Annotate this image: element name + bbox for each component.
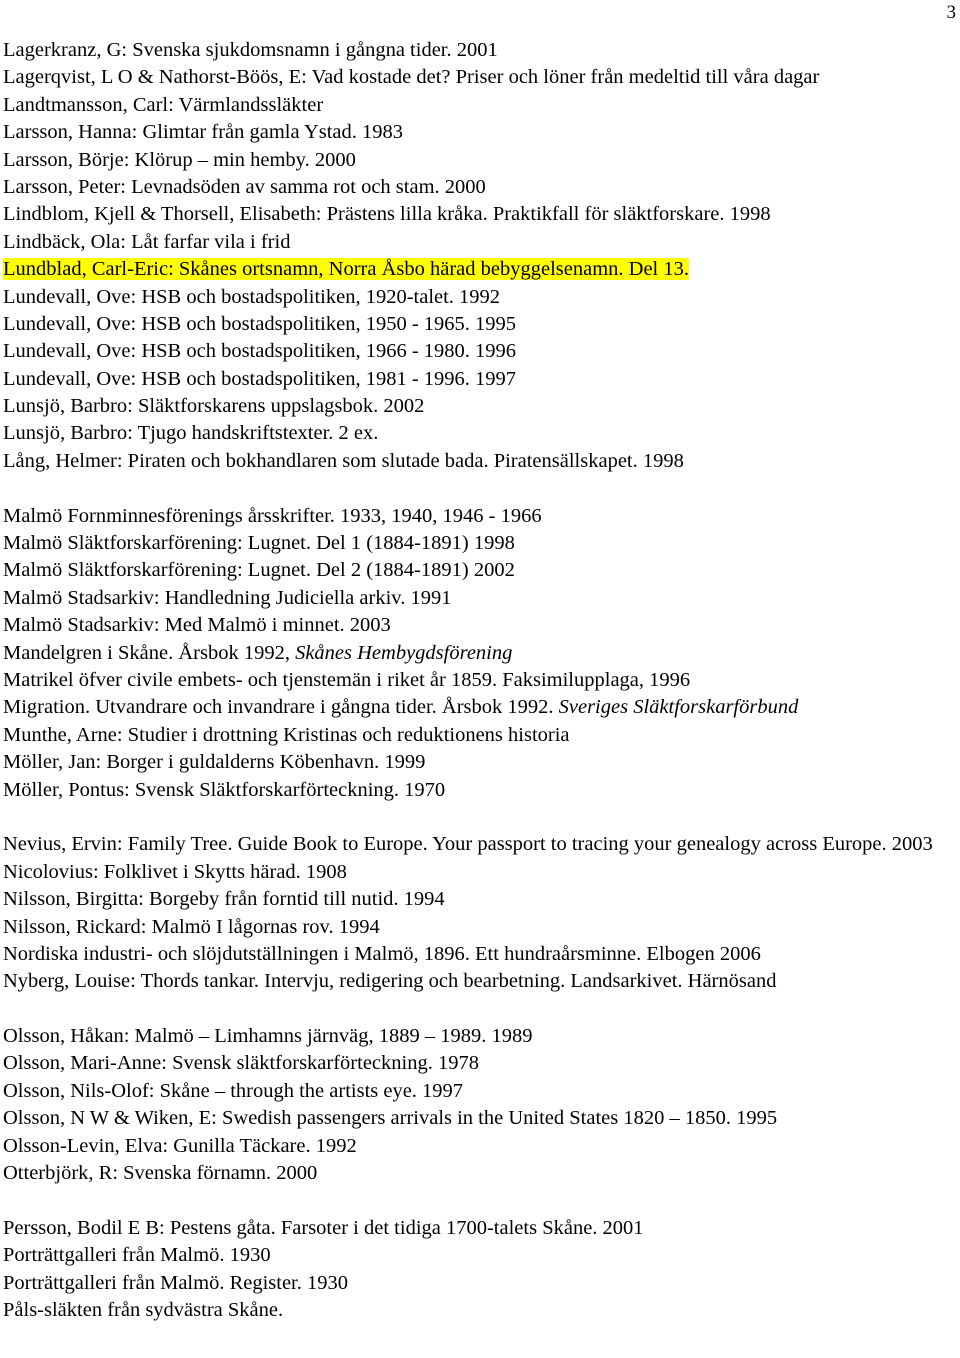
bibliography-entry [3, 612, 958, 639]
bibliography-entry [3, 1297, 958, 1324]
bibliography-entry [3, 119, 958, 146]
bibliography-entry [3, 174, 958, 201]
bibliography-entry [3, 667, 958, 694]
blank-line [3, 1187, 958, 1214]
entry-text: Olsson, Håkan: Malmö – Limhamns järnväg, 1889 – 1989. 1989 [3, 1025, 533, 1048]
bibliography-entry [3, 557, 958, 584]
bibliography-entry [3, 886, 958, 913]
bibliography-entry [3, 1105, 958, 1132]
bibliography-entry [3, 256, 958, 283]
bibliography-entry [3, 393, 958, 420]
bibliography-entry [3, 640, 958, 667]
entry-text: Olsson, Nils-Olof: Skåne – through the artists eye. 1997 [3, 1079, 464, 1102]
entry-text: Otterbjörk, R: Svenska förnamn. 2000 [3, 1162, 318, 1185]
entry-text: Matrikel öfver civile embets- och tjenstemän i riket år 1859. Faksimilupplaga, 1996 [3, 668, 691, 691]
entry-text: Landtmansson, Carl: Värmlandssläkter [3, 93, 324, 116]
entry-text: Mandelgren i Skåne. Årsbok 1992, [3, 641, 296, 664]
blank-line [3, 996, 958, 1023]
entry-text: Lindblom, Kjell & Thorsell, Elisabeth: Prästens lilla kråka. Praktikfall för släktforskare. 1998 [3, 203, 771, 226]
bibliography-entry [3, 1242, 958, 1269]
entry-text: Nevius, Ervin: Family Tree. Guide Book to Europe. Your passport to tracing your genealogy across Europe. 2003 [3, 833, 933, 856]
bibliography-entry [3, 530, 958, 557]
blank-line [3, 475, 958, 502]
entry-publisher: Sveriges Släktforskarförbund [558, 696, 799, 719]
bibliography-entry [3, 503, 958, 530]
entry-text: Nilsson, Birgitta: Borgeby från forntid till nutid. 1994 [3, 888, 445, 911]
bibliography-entry [3, 859, 958, 886]
bibliography-entry [3, 968, 958, 995]
entry-text: Lunsjö, Barbro: Tjugo handskriftstexter. 2 ex. [3, 422, 379, 445]
entry-text: Lagerqvist, L O & Nathorst-Böös, E: Vad kostade det? Priser och löner från medeltid till våra dagar [3, 66, 820, 89]
entry-text: Möller, Pontus: Svensk Släktforskarförteckning. 1970 [3, 778, 446, 801]
entry-text: Porträttgalleri från Malmö. 1930 [3, 1244, 271, 1267]
entry-text: Malmö Stadsarkiv: Med Malmö i minnet. 2003 [3, 614, 391, 637]
bibliography-entry [3, 1078, 958, 1105]
entry-text: Malmö Stadsarkiv: Handledning Judiciella arkiv. 1991 [3, 586, 452, 609]
bibliography-entry [3, 831, 958, 858]
entry-text: Lundblad, Carl-Eric: Skånes ortsnamn, Norra Åsbo härad bebyggelsenamn. Del 13. [3, 258, 689, 281]
entry-text: Olsson, Mari-Anne: Svensk släktforskarförteckning. 1978 [3, 1052, 479, 1075]
entry-text: Nyberg, Louise: Thords tankar. Intervju, redigering och bearbetning. Landsarkivet. Härnösand [3, 970, 777, 993]
entry-text: Migration. Utvandrare och invandrare i gångna tider. Årsbok 1992. [3, 696, 559, 719]
bibliography-entry [3, 366, 958, 393]
entry-text: Lindbäck, Ola: Låt farfar vila i frid [3, 230, 291, 253]
bibliography-entry [3, 338, 958, 365]
entry-text: Porträttgalleri från Malmö. Register. 1930 [3, 1271, 349, 1294]
bibliography-entry [3, 914, 958, 941]
bibliography-entry [3, 1023, 958, 1050]
bibliography-entry [3, 92, 958, 119]
bibliography-entry [3, 722, 958, 749]
entry-text: Lundevall, Ove: HSB och bostadspolitiken, 1966 - 1980. 1996 [3, 340, 517, 363]
entry-text: Malmö Släktforskarförening: Lugnet. Del 1 (1884-1891) 1998 [3, 532, 515, 555]
bibliography-entry [3, 777, 958, 804]
bibliography-entry [3, 1050, 958, 1077]
entry-text: Påls-släkten från sydvästra Skåne. [3, 1298, 284, 1321]
entry-text: Olsson, N W & Wiken, E: Swedish passengers arrivals in the United States 1820 – 1850. 1995 [3, 1107, 778, 1130]
bibliography-entry [3, 694, 958, 721]
entry-text: Olsson-Levin, Elva: Gunilla Täckare. 1992 [3, 1134, 357, 1157]
bibliography-entry [3, 64, 958, 91]
bibliography-entry [3, 1270, 958, 1297]
bibliography-list [3, 37, 958, 1324]
entry-text: Larsson, Hanna: Glimtar från gamla Ystad. 1983 [3, 121, 404, 144]
entry-publisher: Skånes Hembygdsförening [295, 641, 513, 664]
bibliography-entry [3, 1133, 958, 1160]
bibliography-entry [3, 284, 958, 311]
entry-text: Lundevall, Ove: HSB och bostadspolitiken, 1981 - 1996. 1997 [3, 367, 517, 390]
entry-text: Lång, Helmer: Piraten och bokhandlaren som slutade bada. Piratensällskapet. 1998 [3, 449, 684, 472]
entry-text: Möller, Jan: Borger i guldalderns Köbenhavn. 1999 [3, 751, 426, 774]
bibliography-entry [3, 420, 958, 447]
bibliography-entry [3, 311, 958, 338]
entry-text: Lundevall, Ove: HSB och bostadspolitiken, 1920-talet. 1992 [3, 285, 501, 308]
entry-text: Larsson, Peter: Levnadsöden av samma rot och stam. 2000 [3, 175, 486, 198]
bibliography-entry [3, 201, 958, 228]
bibliography-entry [3, 147, 958, 174]
blank-line [3, 804, 958, 831]
bibliography-entry [3, 448, 958, 475]
entry-text: Lunsjö, Barbro: Släktforskarens uppslagsbok. 2002 [3, 395, 425, 418]
entry-text: Nilsson, Rickard: Malmö I lågornas rov. 1994 [3, 915, 380, 938]
page-number: 3 [946, 2, 956, 23]
bibliography-entry [3, 1160, 958, 1187]
entry-text: Lagerkranz, G: Svenska sjukdomsnamn i gångna tider. 2001 [3, 39, 498, 61]
entry-text: Nordiska industri- och slöjdutställningen i Malmö, 1896. Ett hundraårsminne. Elbogen 2006 [3, 942, 761, 965]
bibliography-entry [3, 585, 958, 612]
bibliography-entry [3, 749, 958, 776]
entry-text: Nicolovius: Folklivet i Skytts härad. 1908 [3, 860, 347, 883]
bibliography-entry [3, 941, 958, 968]
entry-text: Larsson, Börje: Klörup – min hemby. 2000 [3, 148, 356, 171]
entry-text: Persson, Bodil E B: Pestens gåta. Farsoter i det tidiga 1700-talets Skåne. 2001 [3, 1216, 644, 1239]
bibliography-entry [3, 1215, 958, 1242]
bibliography-entry [3, 229, 958, 256]
entry-text: Malmö Fornminnesförenings årsskrifter. 1933, 1940, 1946 - 1966 [3, 504, 542, 527]
entry-text: Lundevall, Ove: HSB och bostadspolitiken, 1950 - 1965. 1995 [3, 312, 517, 335]
entry-text: Munthe, Arne: Studier i drottning Kristinas och reduktionens historia [3, 723, 570, 746]
bibliography-entry [3, 37, 958, 64]
entry-text: Malmö Släktforskarförening: Lugnet. Del 2 (1884-1891) 2002 [3, 559, 515, 582]
